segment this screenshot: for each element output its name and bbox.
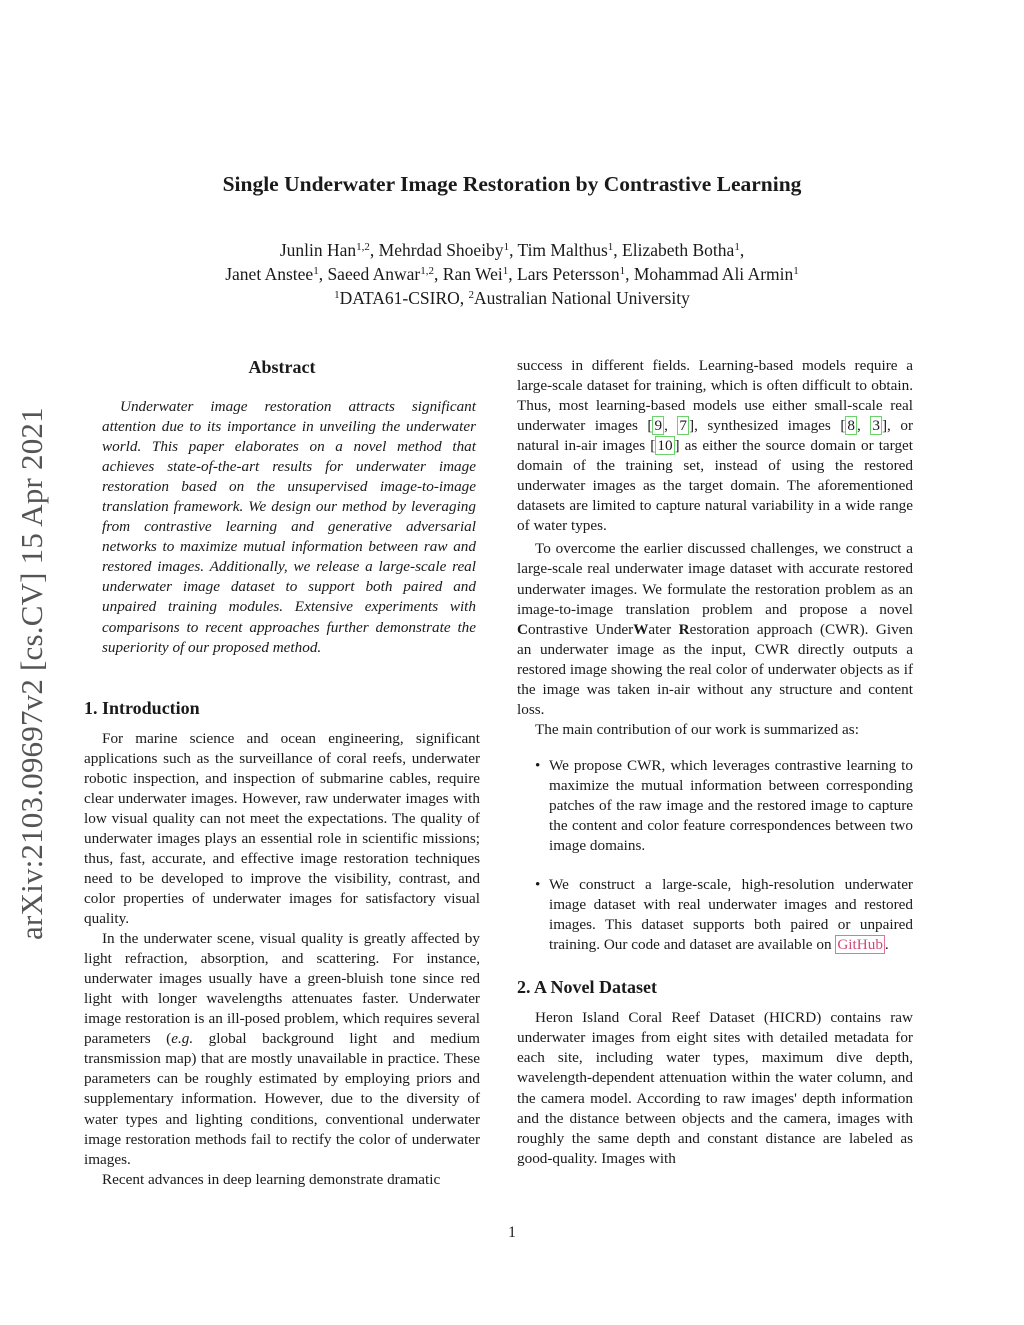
author-separator: , [625, 264, 634, 284]
citation-link[interactable]: 9 [654, 417, 663, 435]
author-separator: , [739, 240, 745, 260]
paper-title: Single Underwater Image Restoration by Contrastive Learning [222, 172, 802, 196]
author-name: Tim Malthus [517, 240, 608, 260]
acronym-letter: W [633, 620, 649, 638]
affiliation-name: DATA61-CSIRO [339, 288, 460, 308]
paragraph-text: estoration approach (CWR). Given an underwater image as the input, CWR directly outputs a restored image showing the real color of underwater objects as if the image was taken in-air without any structure and content loss. [517, 620, 914, 718]
acronym-letter: R [678, 620, 690, 638]
author-separator: , [434, 264, 443, 284]
author-line-1 [0, 238, 1024, 262]
overcome-paragraph [517, 539, 913, 719]
author-name: Mehrdad Shoeiby [378, 240, 504, 260]
author-line-2 [0, 262, 1024, 286]
citation-link[interactable]: 7 [679, 417, 687, 435]
intro-paragraph-2 [84, 929, 480, 1170]
author-name: Janet Anstee [225, 264, 314, 284]
author-name: Lars Petersson [517, 264, 620, 284]
github-link[interactable]: GitHub [837, 936, 883, 954]
list-item-text: . [884, 936, 889, 954]
author-name: Mohammad Ali Armin [633, 264, 794, 284]
author-affiliation-mark: 1,2 [356, 241, 370, 253]
left-column [84, 356, 480, 1190]
dataset-heading: 2. A Novel Dataset [517, 977, 657, 998]
author-block [0, 238, 1024, 310]
citation-link[interactable]: 10 [657, 437, 673, 455]
paragraph-text: success in different fields. Learning-based models require a large-scale dataset for training, which is often difficult to obtain. Thus, most learning-based models use either small-scale real underwater images [517, 357, 913, 435]
author-affiliation-mark: 1 [607, 241, 614, 253]
acronym-letter: C [517, 620, 528, 638]
author-affiliation-mark: 1 [503, 241, 510, 253]
abstract-text: Underwater image restoration attracts significant attention due to its importance in unveiling the underwater world. This paper elaborates on a novel method that achieves state-of-the-art results for underwater image restoration based on the unsupervised image-to-image translation framework. We design our method by leveraging from contrastive learning and generative adversarial networks to maximize mutual information between raw and restored images. Additionally, we release a large-scale real underwater image dataset to support both paired and unpaired training modules. Extensive experiments with comparisons to recent approaches further demonstrate the superiority of our proposed method. [102, 398, 476, 656]
eg-abbreviation: e.g. [171, 1030, 194, 1048]
author-name: Elizabeth Botha [622, 240, 735, 260]
author-name: Junlin Han [279, 240, 357, 260]
author-affiliation-mark: 1 [619, 265, 626, 277]
arxiv-identifier: arXiv:2103.09697v2 [cs.CV] 15 Apr 2021 [14, 407, 49, 940]
intro-paragraph-2-text: In the underwater scene, visual quality is greatly affected by light refraction, absorption, and scattering. For instance, underwater images usually have a green-bluish tone since red light with longer wavelengths attenuates faster. Underwater image restoration is an ill-posed problem, which requires several parameters ( [84, 930, 480, 1048]
author-affiliation-mark: 1 [502, 265, 509, 277]
intro-paragraph-1: For marine science and ocean engineering, significant applications such as the surveillance of coral reefs, underwater robotic inspection, and inspection of submarine cables, require clear underwater images. However, raw underwater images with low visual quality can not meet the expectations. The quality of underwater images plays an essential role in scientific missions; thus, fast, accurate, and effective image restoration techniques need to be developed to improve the visibility, contrast, and color properties of underwater images for satisfactory visual quality. [84, 729, 480, 928]
dataset-paragraph: Heron Island Coral Reef Dataset (HICRD) contains raw underwater images from eight sites with detailed metadata for each site, including water types, maximum dive depth, wavelength-dependent attenuation within the water column, and the camera model. According to raw images' depth information and the distance between objects and the camera, images with roughly the same depth and constant distance are labeled as good-quality. Images with [517, 1009, 913, 1167]
author-separator: , [318, 264, 328, 284]
intro-paragraph-2-text: global background light and medium transmission map) that are mostly unavailable in practice. These parameters can be roughly estimated by employing priors and supplementary information. However, due to the diversity of water types and lighting conditions, conventional underwater image restoration methods fail to rectify the color of underwater images. [84, 1030, 480, 1168]
author-name: Ran Wei [442, 264, 503, 284]
author-separator: , [508, 264, 518, 284]
abstract-heading: Abstract [248, 357, 316, 377]
paragraph-text: To overcome the earlier discussed challenges, we construct a large-scale real underwater image dataset with accurate restored underwater images. We formulate the restoration problem as an image-to-image translation problem and propose a novel [517, 540, 913, 618]
paragraph-text: ater [648, 620, 679, 638]
affiliation-name: Australian National University [474, 288, 690, 308]
citation-link[interactable]: 8 [847, 417, 856, 435]
author-separator: , [369, 240, 379, 260]
affiliation-line [0, 286, 1024, 310]
author-separator: , [509, 240, 518, 260]
author-affiliation-mark: 1 [793, 265, 799, 277]
author-separator: , [613, 240, 623, 260]
contribution-list [517, 756, 913, 955]
intro-continuation-paragraph: success in different fields. Learning-based models require a large-scale dataset for training, which is often difficult to obtain. Thus, most learning-based models use either small-scale real underwater images [ 9 , 7 ], synthesized images [ 8 , 3 ], or natural in-air images [ 10 ] as either the source domain or target domain of the training set, instead of using the restored underwater images as the target domain. The aforementioned datasets are limited to capture natural variability in a wide range of water types. [517, 357, 914, 535]
paragraph-text: as either the source domain or target domain of the training set, instead of using the restored underwater images as the target domain. The aforementioned datasets are limited to capture natural variability in a wide range of water types. [517, 437, 913, 535]
list-item-text: We construct a large-scale, high-resolution underwater image dataset with real underwater images and restored images. This dataset supports both paired or unpaired training. Our code and dataset are available on [549, 876, 913, 954]
affiliation-separator: , [459, 288, 469, 308]
list-item [517, 875, 913, 955]
list-item: • We propose CWR, which leverages contrastive learning to maximize the mutual information between corresponding patches of the raw image and the restored image to capture the content and color feature correspondences between two image domains. [517, 756, 913, 856]
paragraph-text: , or natural in-air images [517, 417, 914, 455]
page-number: 1 [508, 1224, 516, 1241]
right-column [517, 356, 913, 1169]
contribution-intro: The main contribution of our work is summarized as: [535, 720, 859, 738]
introduction-heading: 1. Introduction [84, 697, 200, 718]
intro-paragraph-3: Recent advances in deep learning demonstrate dramatic [102, 1170, 441, 1188]
affiliation-mark: 2 [468, 289, 475, 301]
affiliation-mark: 1 [334, 289, 340, 301]
author-affiliation-mark: 1 [734, 241, 740, 253]
citation-link[interactable]: 3 [872, 417, 880, 435]
author-affiliation-mark: 1 [313, 265, 319, 277]
author-affiliation-mark: 1,2 [420, 265, 435, 277]
paragraph-text: , synthesized images [694, 417, 841, 435]
paragraph-text: ontrastive Under [527, 620, 634, 638]
author-name: Saeed Anwar [327, 264, 421, 284]
